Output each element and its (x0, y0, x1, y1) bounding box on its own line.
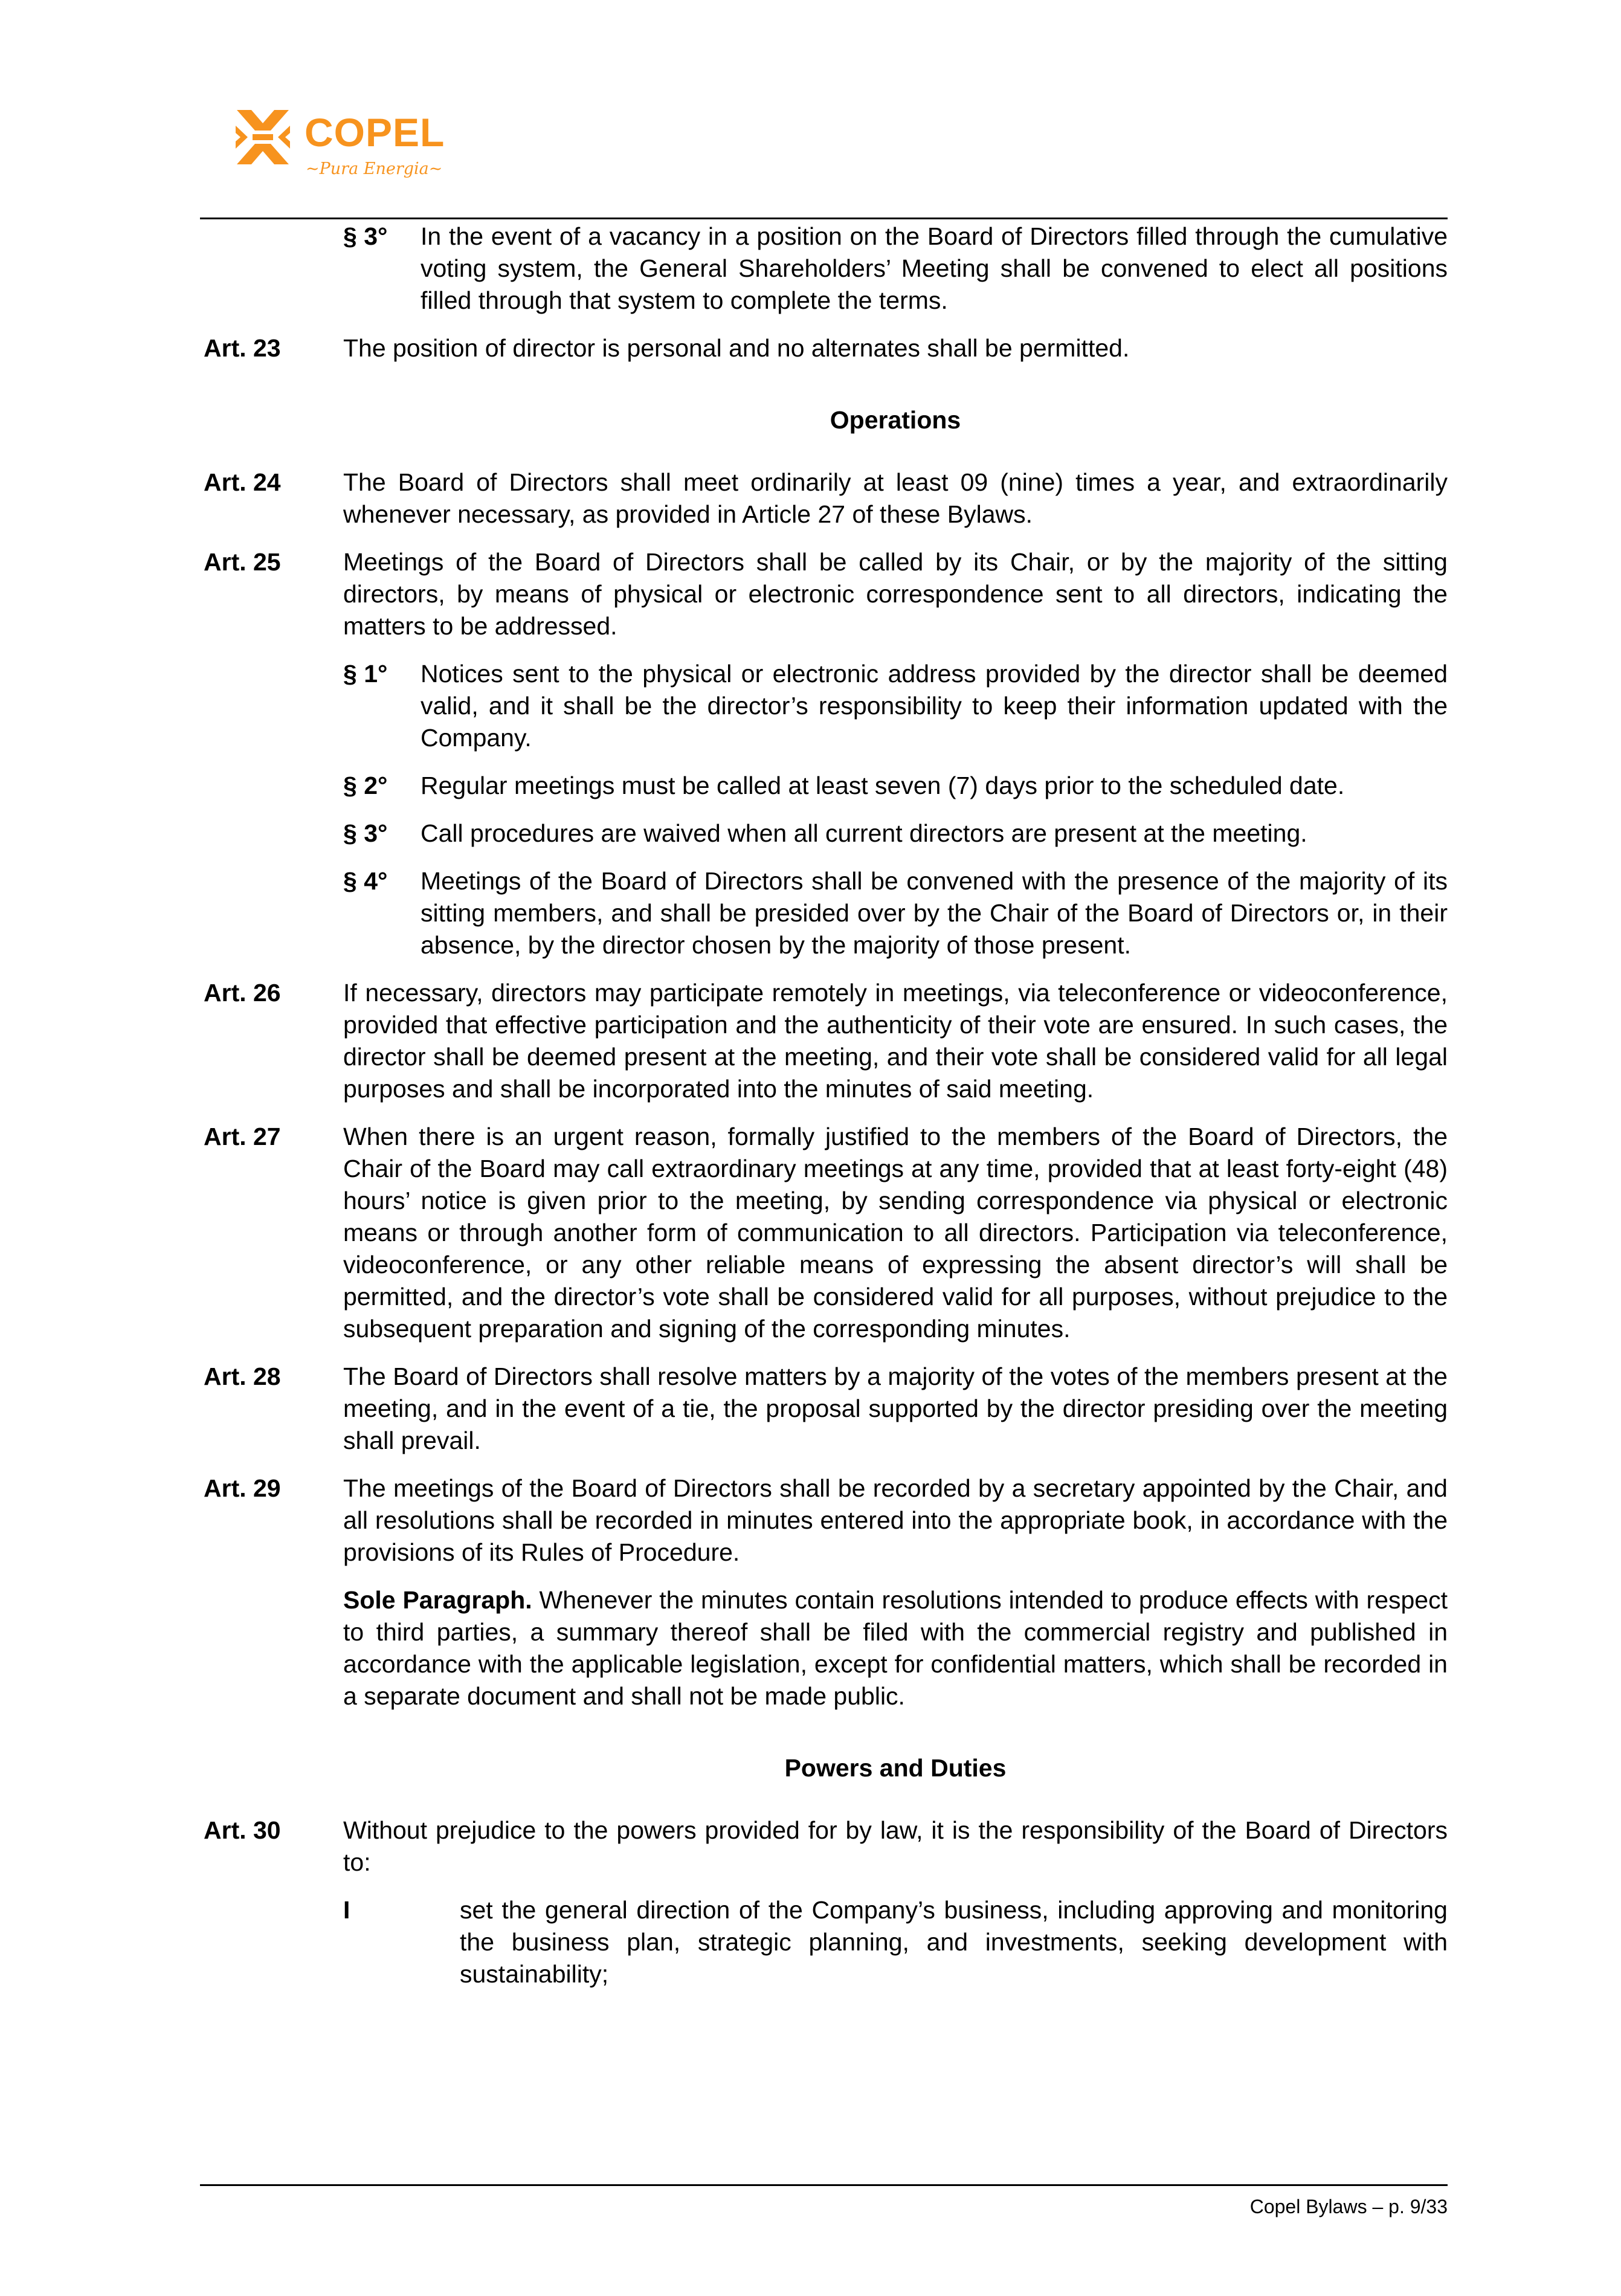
paragraph-number: § 3° (343, 222, 388, 250)
page-footer: Copel Bylaws – p. 9/33 (1249, 2196, 1448, 2217)
article (200, 466, 1448, 530)
article-number: Art. 25 (204, 548, 281, 576)
article-number: Art. 23 (204, 334, 281, 362)
article-number: Art. 24 (204, 468, 281, 496)
sole-paragraph-lead: Sole Paragraph. (343, 1586, 532, 1614)
copel-logo-mark-icon (234, 108, 291, 167)
list-item (200, 1894, 1448, 1990)
header-rule (200, 218, 1448, 219)
paragraph-number: § 3° (343, 819, 388, 847)
paragraph-text: Regular meetings must be called at least seven (7) days prior to the scheduled date. (421, 772, 1345, 799)
paragraph-number: § 2° (343, 772, 388, 799)
article-number: Art. 28 (204, 1362, 281, 1390)
article-number: Art. 27 (204, 1123, 281, 1150)
paragraph-text: Call procedures are waived when all current directors are present at the meeting. (421, 819, 1307, 847)
article-text: If necessary, directors may participate remotely in meetings, via teleconference or videoconference, provided that effective participation and the authenticity of their vote are ensured. In such cases, the director shall be deemed present at the meeting, and their vote shall be considered valid for all legal purposes and shall be incorporated into the minutes of said meeting. (343, 979, 1448, 1103)
section-heading: Powers and Duties (784, 1754, 1007, 1782)
article (200, 977, 1448, 1105)
article (200, 1121, 1448, 1345)
article-text: The meetings of the Board of Directors shall be recorded by a secretary appointed by the Chair, and all resolutions shall be recorded in minutes entered into the appropriate book, in accordance with the provisions of its Rules of Procedure. (343, 1474, 1448, 1566)
article (200, 1814, 1448, 1878)
paragraph (200, 817, 1448, 850)
brand-tagline: ~Pura Energia~ (306, 160, 443, 178)
paragraph-text: Meetings of the Board of Directors shall be convened with the presence of the majority of its sitting members, and shall be presided over by the Chair of the Board of Directors or, in their absence, by the director chosen by the majority of those present. (421, 867, 1448, 959)
article (200, 1361, 1448, 1457)
article-text: When there is an urgent reason, formally justified to the members of the Board of Directors, the Chair of the Board may call extraordinary meetings at any time, provided that at least forty-eight (48) hours’ notice is given prior to the meeting, by sending correspondence via physical or electronic means or through another form of communication to all directors. Participation via teleconference, videoconference, or any other reliable means of expressing the absent director’s will shall be permitted, and the director’s vote shall be considered valid for all purposes, without prejudice to the subsequent preparation and signing of the corresponding minutes. (343, 1123, 1448, 1343)
section-heading: Operations (830, 406, 961, 434)
paragraph-text: Notices sent to the physical or electronic address provided by the director shall be deemed valid, and it shall be the director’s responsibility to keep their information updated with the Company. (421, 660, 1448, 752)
article-number: Art. 29 (204, 1474, 281, 1502)
paragraph-number: § 4° (343, 867, 388, 895)
article-number: Art. 30 (204, 1816, 281, 1844)
copel-logo (234, 103, 445, 187)
paragraph (200, 770, 1448, 802)
brand-name: COPEL (305, 110, 445, 155)
footer-rule (200, 2184, 1448, 2186)
article-text: The Board of Directors shall resolve matters by a majority of the votes of the members present at the meeting, and in the event of a tie, the proposal supported by the director presiding over the meeting shall prevail. (343, 1362, 1448, 1454)
item-numeral: I (343, 1896, 350, 1924)
article-text: The Board of Directors shall meet ordinarily at least 09 (nine) times a year, and extraordinarily whenever necessary, as provided in Article 27 of these Bylaws. (343, 468, 1448, 528)
article-text: The position of director is personal and no alternates shall be permitted. (343, 334, 1130, 362)
paragraph-text: In the event of a vacancy in a position on the Board of Directors filled through the cumulative voting system, the General Shareholders’ Meeting shall be convened to elect all positions filled through that system to complete the terms. (421, 222, 1448, 314)
article (200, 332, 1448, 364)
paragraph-number: § 1° (343, 660, 388, 688)
article (200, 546, 1448, 642)
sole-paragraph (200, 1584, 1448, 1712)
bylaws-body (200, 221, 1448, 2006)
article-number: Art. 26 (204, 979, 281, 1007)
paragraph (200, 658, 1448, 754)
article-text: Meetings of the Board of Directors shall be called by its Chair, or by the majority of the sitting directors, by means of physical or electronic correspondence sent to all directors, indicating the matters to be addressed. (343, 548, 1448, 640)
item-text: set the general direction of the Company’s business, including approving and monitoring the business plan, strategic planning, and investments, seeking development with sustainability; (460, 1896, 1448, 1988)
paragraph (200, 865, 1448, 961)
sole-paragraph-text: Whenever the minutes contain resolutions intended to produce effects with respect to third parties, a summary thereof shall be filed with the commercial registry and published in accordance with the applicable legislation, except for confidential matters, which shall be recorded in a separate document and shall not be made public. (343, 1586, 1448, 1710)
paragraph (200, 221, 1448, 317)
article (200, 1472, 1448, 1569)
article-text: Without prejudice to the powers provided for by law, it is the responsibility of the Board of Directors to: (343, 1816, 1448, 1876)
